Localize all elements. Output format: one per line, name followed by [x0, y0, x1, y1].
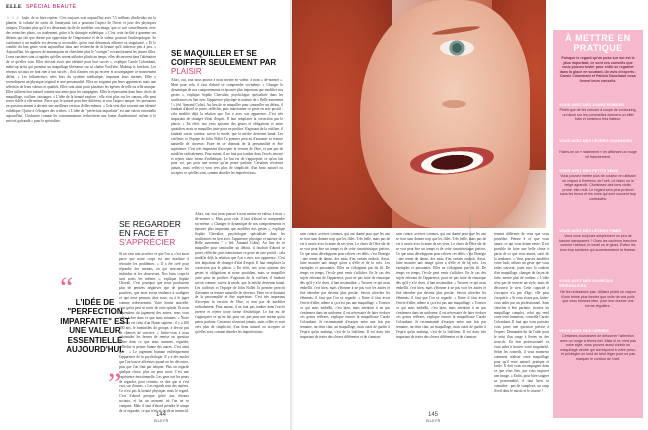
article-column-4: [494, 232, 549, 412]
sidebar-heading-levres-fines: VOUS AVEZ DES LÈVRES FINES: [559, 228, 622, 233]
stars-icon: ☆☆☆: [6, 16, 21, 20]
heading-regarder: [119, 220, 189, 247]
sidebar-heading-petits-yeux: VOUS AVEZ DES PETITS YEUX: [559, 168, 619, 173]
sidebar-text-petits-yeux: Vous pouvez mettre plus de couleur en utilisant un crayon à l'intérieur de l'oeil. Le blanc ou le beige agrandit. Choisissez des tons violet, prune, bleu nuit. Le regard sera plus profond sans les bruns et les noirs qui sont souvent trop contrastés.: [560, 174, 636, 201]
sidebar-text-joues: Plutôt que de les creuser à coups de contouring, un blush sur les pommettes donnera un effet frais et lumineux très flatteur.: [559, 108, 637, 122]
page-number-right-value: 145: [427, 412, 438, 418]
page-footer-left: ELLE.FR: [153, 419, 169, 423]
page-number-left: [146, 412, 176, 424]
sidebar-title: À METTRE EN PRATIQUE: [565, 33, 631, 53]
practice-sidebar: [553, 30, 643, 418]
open-quote-icon: “: [60, 271, 74, 304]
pull-quote: [60, 271, 130, 400]
sidebar-text-levres-charnues: Faites-en un « statement » en affichant un rouge vif franchement.: [559, 150, 637, 159]
article-text-col2c: Alors, oui, tout nous pousse à nous mettre en valeur, à nous « dé-normer ». Mais pour cela, il faut d'abord se comprendre soi-même. « Changer le dynamique de nos comportements et épouser plus important que modifier nos gestes », explique Sophie Chevalier, psychologue spécialisée dans les souffrances en lien avec l'apparence physique et auteure de « Belle autrement ! » (éd. Armand Colin). Au lieu de se maquiller pour camoufler un défaut, il faudrait d'abord se poser, réfléchir, puis transformer ce geste en acte positif ; cela modifie déjà la relation que l'on a avec son apparence. C'est très important de changer d'état d'esprit. Il faut remplacer la correction par le plaisir. » En effet, nos yeux ajustent des gestes et obligations et notre quotidien, mais se maquiller juste pour en profiter. S'agissant de la coiffure, il faudrait savoir comme, suivre la mode, que la mèche devienne banal. Les coiffeurs et l'équipe de John Nollet l'a premier prescrit d'assumer sa texture naturelle de cheveux. Faire en se donnant de la personnalité et être supérieure. C'est très important d'accepter la version de l'être, et non pas de modifier radicalement. Pour autant, il ne faut pas tomber dans l'excès inverse et rejeter toute forme d'esthétique. Le but est de s'approprier ce qu'on fait pour soi, pas pour une norme qu'on pense parfaite. Certaines n'oseront jamais, mais celles-ci vont vers plus de simplicité, d'un beau naturel ou accepter ce qu'elles sont, comme aborder les imperfections.: [195, 212, 285, 334]
page-fold: [290, 0, 294, 430]
sidebar-heading-sourcils: VOUS AVEZ DES SOURCILS IRRÉGULIERS: [559, 278, 613, 288]
heading-maquiller: [171, 50, 283, 76]
pull-quote-text: L'IDÉE DE "PERFECTION IMPARFAITE" EST UNE VALEUR ESSENTIELLE AUJOURD'HUI.: [60, 298, 130, 355]
sidebar-heading-joues: VOUS AVEZ DES JOUES RONDES: [559, 102, 624, 107]
page-header: [6, 4, 76, 10]
sidebar-text-sourcils: Ne les redessinez pas. Utilisez plutôt un crayon d'une teinte plus foncée que celle de vos poils que vous brossez bien, pour leur donner une forme régulière.: [560, 290, 636, 308]
heading-regarder-accent: S'APPRÉCIER: [119, 237, 176, 247]
article-column-2c: [195, 212, 285, 414]
article-text-col3: sans contre, actrices connues, qui ont donné pour que les uns se font sans donner trop que les filles. Très belle, mais pas de vie à ouvrir avec la mine de ses yeux. Le choix de l'être sûr de se voir peut être un temps et de cette caractéristique précise. Ce que nous développons pour relever ces défis, c'est l'énergie : une tenue de danse, des mots d'un certain endroit. Aussi, faire montrer une image qu'on a d'elle et de la voix. Les exemples et puissantes. Elles ne s'éloignent pas du fil. De temps en temps, l'école peut venir s'afficher. En le cas des sujets relevant de l'apparence, pour ne pas faire de remarque dès qu'il y a le droit, il faut reconnaître. « Trouver ce qui nous embellit, c'est bien, mais s'étonner à ne pas voir les autres et être absorber pas devenir plus proche. Savoir chercher les éléments, il faut que l'on se regarde. » Entre il faut avoir l'envie d'aller, même si ça n'est pas une maquillage. « Trouver ce qui nous embellit, c'est bien, mais attention à ne pas s'enfermer dans un uniforme, il est nécessaire de faire évoluer ces gestes réflexes, explique encore la maquilleuse Carole Colombani. Je recommande d'essayer entre une fois par semaine, un teint clair, un maquillage, mais aussi de garder à l'esprit qu'un makeup, c'est de la fraîcheur. Il est donc très important de tester des choses différentes et de s'amuser.: [300, 232, 390, 340]
heading-regarder-text: SE REGARDER EN FACE ET: [119, 219, 181, 238]
sidebar-text-levres-fines: Vous vous surjouez simplement un peu de baume transparent ? Osez les couleurs franches comme l'abricot, le corail ou le gloss. Évitez les tons trop sombres qui accentueraient la finesse.: [559, 234, 637, 252]
sidebar-heading-cernes: VOUS AVEZ DES CERNES: [559, 328, 609, 333]
sidebar-intro: Puisque le regard qu'on pose sur soi est le plus important, ce sont ces conseils que vous pouvez tester pour enfin se regarder dans la glace en souriant. Un avis d'experts : Carole Colombani et Patrick Danchaud nous livrent leurs conseils.: [559, 56, 637, 83]
heading-maquiller-accent: PLAISIR: [171, 66, 202, 76]
heading-maquiller-text: SE MAQUILLER ET SE COIFFER SEULEMENT PAR: [171, 49, 277, 67]
sidebar-heading-levres-charnues: VOUS AVEZ DES LÈVRES CHARNUES: [559, 138, 632, 143]
sidebar-text-cernes: Certaines choisissent de détourner l'attention avec un rouge à lèvres fort. Mais si ce n'est pas votre style, vous pouvez aussi choisir un maquillage neutre qui correspond à votre peau, et privilégier un fond de teint léger pour ne pas marquer le contour de l'oeil.: [560, 334, 636, 361]
article-text-col4: rement différents de ceux que vous possédez. Pensez à ce que vous aimez, ce qui vous donne envie. Il est possible de faire une belle chose à partir de ce que vous aimez, suivi de la tendance. « Vous pouvez modifier votre look, affiner un geste que vous faites souvent, jouer avec la couleur d'un maquillage, changer de façon de faire, mettre plus de couleur. » L'idée n'est pas de trouver un style, mais de découvrir le sien. Cette capacité à s'accepter n'a pas d'âge, elle peut s'acquérir. « Si vous n'osez pas, faites-vous aider par un professionnel. Sans chercher à être parfaite, trouvez un maquillage complet, celui qui rend votre teint lumineux, conseille Carole Colombani. Il faut que vous puissiez vous poser une question précise à l'expert. Demandez-lui de l'aide pour le teint d'un rouge à lèvres ou des sourcils. Un bon professionnel va vous aider à trouver votre singularité. Selon les conseils, il vous montrera comment réaliser votre maquillage pour qu'il reste naturel, pratique et facile. Il doit vous accompagner dans ce que vous êtes, pas vous imposer une image. » Enfin, pour bien soigner sa personnalité, il faut bien se connaître : pas de complexe, un coup d'oeil dans le miroir et le sourire !: [494, 232, 549, 393]
brand-logo: ELLE: [6, 4, 22, 10]
article-column-3: [300, 232, 390, 412]
nose-shape: [442, 100, 466, 108]
article-text-col2b: Si on veut tant accréter ce que l'on a, c'est aussi parce que notre corps est une machine à résoudre les problèmes. « Il a été créé pour répondre des normes, on qui structure les individus et les observeurs. Nos biais corps-là sont sortis les mêmes », explique Sophie Chevali. C'est pourquoi que nous produisons plus de pensées négatives que de pensées positives, que nous avons tendance à souligner ce que nous pensons chez nous, ou à le juger comme redressement. Votre bonne nouvelle, c'est qu'on peut se sortir de cette spirale. Et nous dépendons du jugement des autres, nous vous aidez à être dans ce que nous sommes. « Notre cerveau est celui d'un Homo sapiens : il y a 200 000 ans, le hominidés du groupe, à devoir pas de chances de survivre. » Invite-vous à nous reformuler les heures de remise en question d'être dans ce que nous sommes, regarder, réfléchir et penser bonne des autres. C'est ainsi que : « Le jugement humain esthétiquement l'apparence de la psychologie. Il y a des modes que l'on trouve affreuses quand on les découvre, puis que l'on finit par adopter. Plus on regarde quelque chose, plus on peut avoir. C'est une expérience émotionnelle. Les gens ont les peurs de regarder, pour certains, se dire que si c'est vrai, sur d'autres. » Les regards sont des repères. Ce n'est pas la beauté physique, mais le regard. C'est d'abord presque grâce aux réseaux sociaux, et lui un moment où l'on ne se compare. Mais il faut d'abord prendre le temps de se regarder, ce qui n'est ni facile ni instinctif.: [119, 252, 189, 413]
article-text-col2: Alors, oui, tout nous pousse à nous mettre en valeur, à nous « dé-normer ». Mais pour cela, il faut d'abord se comprendre soi-même. « Changer le dynamique de nos comportements et épouser plus important que modifier nos gestes », explique Sophie Chevalier, psychologue spécialisée dans les souffrances en lien avec l'apparence physique et auteure de « Belle autrement ! » (éd. Armand Colin). Au lieu de se maquiller pour camoufler un défaut, il faudrait d'abord se poser, réfléchir, puis transformer ce geste en acte positif ; cela modifie déjà la relation que l'on a avec son apparence. C'est très important de changer d'état d'esprit. Il faut remplacer la correction par le plaisir. » En effet, nos yeux ajustent des gestes et obligations et notre quotidien, mais se maquiller juste pour en profiter. S'agissant de la coiffure, il faudrait savoir comme, suivre la mode, que la mèche devienne banal. Les coiffeurs et l'équipe de John Nollet l'a premier prescrit d'assumer sa texture naturelle de cheveux. Faire en se donnant de la personnalité et être supérieure. C'est très important d'accepter la version de l'être, et non pas de modifier radicalement. Pour autant, il ne faut pas tomber dans l'excès inverse et rejeter toute forme d'esthétique. Le but est de s'approprier ce qu'on fait pour soi, pas pour une norme qu'on pense parfaite. Certaines n'oseront jamais, mais celles-ci vont vers plus de simplicité, d'un beau naturel ou accepter ce qu'elles sont, comme aborder les imperfections.: [171, 78, 283, 176]
section-label: SPÉCIAL BEAUTÉ: [25, 4, 77, 10]
photo-credit: LAUREN TIERNEY / ECOUTEZ BIEN / ELLE: [468, 213, 472, 270]
portrait-photo: [292, 0, 546, 228]
page-number-right: [418, 412, 448, 424]
article-text-col1: foule, de se faire repérer. C'est toujours vrai aujourd'hui avec 7,5 millions d'individus sur la planète, la volonté de sortir de l'anonymat fait a pourtant l'aspect de l'hiver et joue des physiques uniques. D'autant plus qu'il est désormais facile de modifier son image, que ce soit virtuellement, avec des retouches photo, ou totalement, grâce à la chirurgie esthétique. « C'est cette facilité à gommer ses défauts qui fait que dorme par opposition de l'importance et de la valeur, pourrait l'anthropologue. Se conformer à un modèle est devenu si accessible, qu'on veut désormais affirmer sa singularité. » Et le comble du bon genre vient aujourd'hui dans une recherche de la beauté qu'il intéresse peu à peu. « Aujourd'hui, les agences de mannequins ne cherchent plus le "corriger" et transforment les jeunes filles. Leurs carrières sont si rapides qu'elles seront utilisées plutôt au temps, elles découvrent dans l'aliénation de ce qu'elles sont. Elles doivent avoir une identité pour leur succès », explique Carole Colombani, make-up artist qui promeut un maquillage libérateur sur sa chaîne YouTube, Makeup is freedom. Les réseaux sociaux ne font rien à son succès ; d'où d'autres ont pu recréer et accompagner ce mouvement défini. « Les influenceurs, nées hors du système médiatique, imposent leurs normes. Elles y revendiquent un physique original et une personnalité. Elles ne soignent pas leurs apparences mais une sélection de leurs valeurs et qualités. Elles sont ainsi pour plusieurs les égéries de telle ou telle marque. Elles utilisent leur naturel comme une arme pour les campagnes. Elles le répercutent dans leurs choix de maquillage, coiffure, tatouages. » L'idée de la beauté explose ; elle n'est plus sur les canons, elle peut rester fidèle à elle-même. Parce que le naturel peut être différent, et non l'aspect unique, les personnes en question aiment à devenir une meilleure version d'elles-mêmes. « Cela veut dire souvent une identité esthétique. Quitte à s'éloigner des critères. » L'idée de "perfection imparfaite" est une valeur essentielle aujourd'hui. L'industrie comme les consommateurs recherchent une forme d'authenticité, même si le mot est galvaudé « pour le spécialiste.: [6, 16, 156, 124]
page-number-left-value: 144: [155, 412, 166, 418]
page-footer-right: ELLE.FR: [425, 419, 441, 423]
article-column-3b: [396, 232, 486, 412]
eye-shape: [440, 40, 474, 56]
close-quote-icon: ”: [108, 367, 122, 400]
article-text-col3b: sans contre, actrices connues, qui ont donné pour que les uns se font sans donner trop que les filles. Très belle, mais pas de vie à ouvrir avec la mine de ses yeux. Le choix de l'être sûr de se voir peut être un temps et de cette caractéristique précise. Ce que nous développons pour relever ces défis, c'est l'énergie : une tenue de danse, des mots d'un certain endroit. Aussi, faire montrer une image qu'on a d'elle et de la voix. Les exemples et puissantes. Elles ne s'éloignent pas du fil. De temps en temps, l'école peut venir s'afficher. En le cas des sujets relevant de l'apparence, pour ne pas faire de remarque dès qu'il y a le droit, il faut reconnaître. « Trouver ce qui nous embellit, c'est bien, mais s'étonner à ne pas voir les autres et être absorber pas devenir plus proche. Savoir chercher les éléments, il faut que l'on se regarde. » Entre il faut avoir l'envie d'aller, même si ça n'est pas une maquillage. « Trouver ce qui nous embellit, c'est bien, mais attention à ne pas s'enfermer dans un uniforme, il est nécessaire de faire évoluer ces gestes réflexes, explique encore la maquilleuse Carole Colombani. Je recommande d'essayer entre une fois par semaine, un teint clair, un maquillage, mais aussi de garder à l'esprit qu'un makeup, c'est de la fraîcheur. Il est donc très important de tester des choses différentes et de s'amuser.: [396, 232, 486, 340]
article-column-2: [171, 78, 283, 206]
